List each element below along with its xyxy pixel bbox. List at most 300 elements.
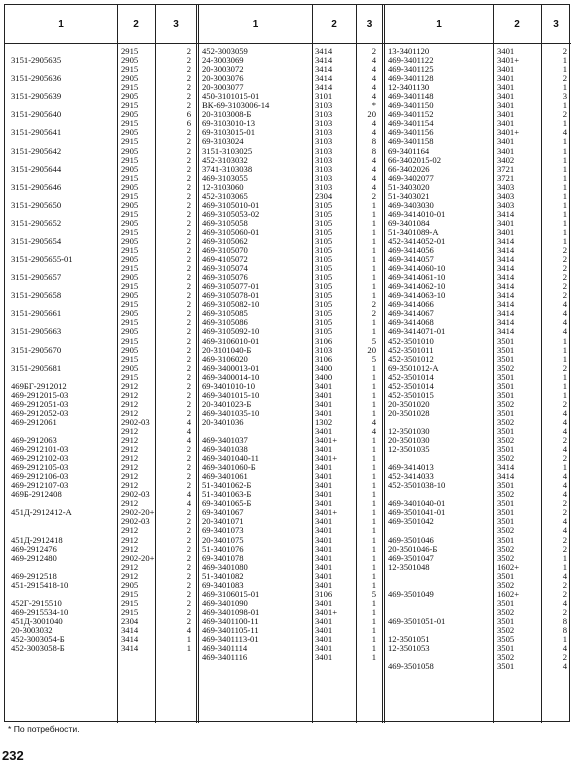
table-cell: 2 — [186, 335, 191, 346]
table-cell: 3401 — [315, 462, 333, 473]
table-cell: 452-3501038-10 — [388, 480, 446, 491]
table-cell: 2912 — [121, 561, 139, 572]
table-cell: 2915 — [121, 588, 139, 599]
table-cell: 4 — [186, 425, 191, 436]
table-cell: 2915 — [121, 118, 139, 129]
table-cell: 3401 — [315, 471, 333, 482]
table-cell: 69-3103010-13 — [202, 118, 255, 129]
table-cell: 2 — [186, 245, 191, 256]
table-cell: 2905 — [121, 272, 139, 283]
table-cell: 2 — [186, 55, 191, 66]
table-cell: 2915 — [121, 353, 139, 364]
table-cell: 4 — [371, 154, 376, 165]
table-cell: 3151-2905661 — [11, 308, 62, 319]
table-cell: 1 — [371, 245, 376, 256]
table-cell: 1 — [562, 462, 567, 473]
table-cell: 2905 — [121, 217, 139, 228]
header-col2-c: 2 — [514, 18, 520, 30]
table-cell — [388, 572, 492, 581]
table-cell: 2915 — [121, 100, 139, 111]
table-cell: 4 — [562, 308, 567, 319]
table-cell: 1 — [371, 326, 376, 337]
table-cell: 4 — [562, 317, 567, 328]
table-cell: 2 — [562, 606, 567, 617]
table-cell: 469-3414063-10 — [388, 290, 446, 301]
table-cell: 2 — [186, 552, 191, 563]
table-cell: 469-3401090 — [202, 597, 248, 608]
table-cell: 3502 — [497, 416, 515, 427]
table-cell: 3151-2905681 — [11, 362, 62, 373]
table-cell: 2905 — [121, 199, 139, 210]
table-cell: ВК-69-3103006-14 — [202, 100, 270, 111]
table-cell: 3105 — [315, 235, 333, 246]
table-cell: 20-3401036 — [202, 416, 244, 427]
table-cell: 2 — [186, 597, 191, 608]
table-cell: 2 — [186, 127, 191, 138]
table-cell: 469-2912107-03 — [11, 480, 69, 491]
table-cell: 3103 — [315, 344, 333, 355]
table-cell: 3105 — [315, 308, 333, 319]
table-cell: 3401 — [497, 109, 515, 120]
table-cell: 3151-2905642 — [11, 145, 62, 156]
table-cell: 2 — [186, 615, 191, 626]
table-cell: 3401 — [497, 100, 515, 111]
table-cell: 3502 — [497, 362, 515, 373]
table-cell: 69-3401067 — [202, 507, 244, 518]
table-cell: 1 — [371, 480, 376, 491]
table-cell: 1 — [371, 525, 376, 536]
table-cell: 469-3401035-10 — [202, 407, 260, 418]
table-cell: 3151-2905644 — [11, 163, 62, 174]
table-cell: 469-3106010-01 — [202, 335, 260, 346]
table-cell: 2 — [186, 317, 191, 328]
table-cell: 3502 — [497, 579, 515, 590]
table-cell: 2 — [186, 136, 191, 147]
table-cell: 1 — [371, 226, 376, 237]
table-cell: 2 — [186, 290, 191, 301]
table-cell: 51-3401062-Б — [202, 480, 252, 491]
table-cell: 3401+ — [315, 435, 338, 446]
table-cell: 4 — [371, 425, 376, 436]
table-cell: 2 — [186, 398, 191, 409]
table-cell: 4 — [562, 516, 567, 527]
table-cell: 3414 — [121, 643, 139, 654]
table-cell: 1 — [371, 561, 376, 572]
table-cell: 1 — [371, 462, 376, 473]
table-cell: 3502 — [497, 606, 515, 617]
table-cell: 3414 — [121, 634, 139, 645]
table-cell: 3103 — [315, 100, 333, 111]
col-divider — [117, 5, 118, 723]
table-cell: 20-3401023-Б — [202, 398, 252, 409]
table-cell: 51-3401063-Б — [202, 489, 252, 500]
table-cell: 469-3105092-10 — [202, 326, 260, 337]
table-cell: 3400 — [315, 362, 333, 373]
table-cell: 1 — [562, 389, 567, 400]
table-cell: 3414 — [497, 317, 515, 328]
table-cell: 469-2912106-03 — [11, 471, 69, 482]
table-cell: 2915 — [121, 226, 139, 237]
table-cell: 469-3402077 — [388, 172, 434, 183]
table-cell: 2 — [371, 46, 376, 56]
table-cell: 4 — [371, 163, 376, 174]
table-cell: 12-3401130 — [388, 82, 430, 93]
table-cell: 2912 — [121, 471, 139, 482]
table-cell: 2 — [562, 362, 567, 373]
table-cell: 469-3106020 — [202, 353, 248, 364]
table-cell — [11, 517, 115, 526]
table-cell: 452-3003059 — [202, 46, 248, 56]
table-cell: 3401 — [497, 91, 515, 102]
table-cell: 51-3401082 — [202, 570, 244, 581]
table-cell: 3401+ — [497, 127, 520, 138]
table-cell: 469-3401040-11 — [202, 453, 259, 464]
table-cell: 1 — [562, 380, 567, 391]
table-cell: 3414 — [497, 263, 515, 274]
table-cell: 2 — [186, 534, 191, 545]
table-cell: 1 — [562, 154, 567, 165]
table-cell: 5 — [371, 353, 376, 364]
table-cell: 469-3401098-01 — [202, 606, 260, 617]
table-cell: 3414 — [497, 308, 515, 319]
table-cell: 12-3501048 — [388, 561, 430, 572]
table-cell: 3105 — [315, 217, 333, 228]
table-cell: 2912 — [121, 435, 139, 446]
table-cell: 2 — [186, 208, 191, 219]
header-col1-a: 1 — [58, 18, 64, 30]
table-cell: 2905 — [121, 91, 139, 102]
table-cell: 3414 — [497, 326, 515, 337]
table-cell: 12-3501051 — [388, 634, 430, 645]
table-cell: 2 — [186, 516, 191, 527]
table-cell: 2915 — [121, 597, 139, 608]
table-cell: 469-3401156 — [388, 127, 434, 138]
table-cell: 4 — [562, 661, 567, 672]
table-cell: 1 — [562, 163, 567, 174]
table-cell: 469-2912480 — [11, 552, 57, 563]
table-cell: 469-3105086 — [202, 317, 248, 328]
table-cell: 469-3105076 — [202, 272, 248, 283]
table-cell: 3501 — [497, 344, 515, 355]
table-cell: 3401 — [497, 64, 515, 75]
table-cell: 69-3401078 — [202, 552, 244, 563]
table-cell: 1 — [371, 597, 376, 608]
table-cell: 452-3414033 — [388, 471, 434, 482]
table-cell: 469-3401037 — [202, 435, 248, 446]
table-cell: 3414 — [315, 64, 333, 75]
table-cell: 69-3103024 — [202, 136, 244, 147]
table-cell: 3501 — [497, 335, 515, 346]
table-cell: 2 — [186, 407, 191, 418]
table-cell: 469-3414060-10 — [388, 263, 446, 274]
block-divider — [382, 5, 385, 723]
table-cell: 469-2912051-03 — [11, 398, 69, 409]
table-cell: 2 — [562, 498, 567, 509]
table-cell: 3151-2905657 — [11, 272, 62, 283]
table-cell: 12-3501053 — [388, 643, 430, 654]
table-cell: 2 — [186, 543, 191, 554]
table-cell: 2 — [186, 190, 191, 201]
table-cell: 451Д-2912412-А — [11, 507, 72, 518]
table-cell: 3401 — [497, 118, 515, 129]
table-cell: 2 — [186, 254, 191, 265]
table-cell: 2 — [186, 199, 191, 210]
table-cell: 469-3105082-10 — [202, 299, 260, 310]
table-cell: 2 — [186, 308, 191, 319]
table-cell: 8 — [371, 145, 376, 156]
table-cell: 2 — [562, 109, 567, 120]
table-cell: 469-3105062 — [202, 235, 248, 246]
table-cell: 3151-2905655-01 — [11, 254, 73, 265]
table-cell: 452-3003054-Б — [11, 634, 65, 645]
table-cell: 51-3401089-А — [388, 226, 439, 237]
table-cell: 4 — [371, 82, 376, 93]
table-cell: 3501 — [497, 371, 515, 382]
table-cell: 3105 — [315, 326, 333, 337]
table-cell: 3414 — [497, 290, 515, 301]
table-cell: 469-3501047 — [388, 552, 434, 563]
table-cell: 3501 — [497, 661, 515, 672]
table-cell: 3501 — [497, 444, 515, 455]
table-cell: 469-3414013 — [388, 462, 434, 473]
block-1-groups — [121, 47, 155, 653]
table-cell: 1 — [371, 634, 376, 645]
table-cell: 452-3501014 — [388, 371, 434, 382]
table-cell: 1 — [371, 453, 376, 464]
table-cell: 2 — [186, 471, 191, 482]
table-cell: 2905 — [121, 579, 139, 590]
table-cell: 452-3501015 — [388, 389, 434, 400]
table-cell: 3401 — [315, 570, 333, 581]
table-cell: 2 — [186, 235, 191, 246]
table-cell: 469-3105074 — [202, 263, 248, 274]
table-cell: 2 — [186, 588, 191, 599]
table-cell: 2905 — [121, 326, 139, 337]
header-col2-a: 2 — [133, 18, 139, 30]
table-cell: 3414 — [497, 299, 515, 310]
table-cell: 452-3103065 — [202, 190, 248, 201]
table-cell: 2915 — [121, 190, 139, 201]
table-cell: 2 — [562, 652, 567, 663]
table-cell: 1 — [371, 407, 376, 418]
table-cell: 1 — [562, 136, 567, 147]
table-cell: 20-3003032 — [11, 625, 53, 635]
col-divider — [312, 5, 313, 723]
table-cell: 469-3401113-01 — [202, 634, 259, 645]
table-cell: 469-3106015-01 — [202, 588, 260, 599]
table-cell: 20-3401071 — [202, 516, 244, 527]
table-cell: 2912 — [121, 543, 139, 554]
table-cell: 3501 — [497, 407, 515, 418]
block-1-names — [11, 47, 115, 653]
table-cell: 469-2912102-03 — [11, 453, 69, 464]
table-cell: 3103 — [315, 127, 333, 138]
table-cell: 469-3401122 — [388, 55, 434, 66]
table-cell: 69-3401065-Б — [202, 498, 252, 509]
table-cell: 2 — [186, 561, 191, 572]
table-cell: 20-3101040-Б — [202, 344, 252, 355]
table-cell: 469-3414067 — [388, 308, 434, 319]
table-cell: 2304 — [315, 190, 333, 201]
table-cell: 2912 — [121, 570, 139, 581]
table-cell: 66-3402015-02 — [388, 154, 441, 165]
table-cell: 3103 — [315, 136, 333, 147]
table-cell: 3741-3103038 — [202, 163, 253, 174]
table-cell: 2905 — [121, 163, 139, 174]
table-cell: 2912 — [121, 425, 139, 436]
table-cell: 4 — [562, 525, 567, 536]
table-cell: 469-3105078-01 — [202, 290, 260, 301]
table-cell: 2 — [186, 46, 191, 56]
table-cell: 2 — [562, 245, 567, 256]
table-cell: 4 — [562, 416, 567, 427]
table-cell: 3401 — [315, 597, 333, 608]
table-cell: 3501 — [497, 425, 515, 436]
table-cell: 4 — [562, 127, 567, 138]
table-cell: 2905 — [121, 109, 139, 120]
table-cell: 3151-2905652 — [11, 217, 62, 228]
table-cell: 2915 — [121, 82, 139, 93]
table-cell: 469-3401105-11 — [202, 625, 259, 635]
table-cell: 469-2912015-03 — [11, 389, 69, 400]
table-cell: 3151-2905658 — [11, 290, 62, 301]
table-cell: 2902-20+ — [121, 552, 155, 563]
table-cell: 2902-03 — [121, 416, 150, 427]
table-cell: 3105 — [315, 263, 333, 274]
table-cell: 3106 — [315, 353, 333, 364]
table-cell: 469Б-2912408 — [11, 489, 62, 500]
block-3-qty — [541, 47, 567, 671]
table-cell: 12-3501030 — [388, 425, 430, 436]
table-cell: 3105 — [315, 299, 333, 310]
table-cell: * — [371, 100, 376, 111]
table-cell: 2912 — [121, 525, 139, 536]
block-divider — [196, 5, 199, 723]
table-cell: 20-3501020 — [388, 398, 430, 409]
table-cell: 3501 — [497, 389, 515, 400]
col-divider — [493, 5, 494, 723]
table-cell: 469-3105053-02 — [202, 208, 260, 219]
table-cell: 3151-3103025 — [202, 145, 253, 156]
table-cell: 3401 — [497, 82, 515, 93]
table-cell: 3105 — [315, 208, 333, 219]
table-cell: 469-3401125 — [388, 64, 434, 75]
table-cell: 469-3501046 — [388, 534, 434, 545]
table-cell: 3401+ — [315, 606, 338, 617]
table-cell: 2912 — [121, 453, 139, 464]
table-cell: 20-3003072 — [202, 64, 244, 75]
table-cell: 469-3401150 — [388, 100, 434, 111]
table-cell: 1 — [371, 389, 376, 400]
table-cell: 2304 — [121, 615, 139, 626]
table-cell: 20-3501046-Б — [388, 543, 438, 554]
table-cell: 469-3401148 — [388, 91, 434, 102]
table-cell: 3401 — [315, 534, 333, 545]
table-cell: 1 — [371, 235, 376, 246]
table-cell: 20-3103008-Б — [202, 109, 252, 120]
table-cell: 3106 — [315, 335, 333, 346]
table-cell: 3414 — [121, 625, 139, 635]
table-cell: 4 — [562, 299, 567, 310]
table-cell: 2 — [562, 579, 567, 590]
table-cell: 51-3403020 — [388, 181, 430, 192]
table-cell: 20 — [367, 344, 376, 355]
table-cell: 1 — [371, 471, 376, 482]
table-cell: 469-3414010-01 — [388, 208, 446, 219]
table-cell: 2 — [186, 462, 191, 473]
table-cell: 469-3105058 — [202, 217, 248, 228]
table-cell: 3 — [562, 91, 567, 102]
table-cell: 1 — [371, 543, 376, 554]
table-cell: 3401 — [315, 615, 333, 626]
table-cell: 469-2912052-03 — [11, 407, 69, 418]
table-cell: 3401 — [497, 46, 515, 56]
table-cell: 3401 — [315, 498, 333, 509]
table-cell: 469-3401080 — [202, 561, 248, 572]
table-cell: 2 — [186, 389, 191, 400]
table-cell: 1 — [371, 643, 376, 654]
table-cell: 2 — [186, 100, 191, 111]
table-cell: 2905 — [121, 73, 139, 84]
table-cell: 2902-03 — [121, 516, 150, 527]
table-cell: 3105 — [315, 245, 333, 256]
table-cell: 2 — [562, 588, 567, 599]
table-cell: 1 — [371, 552, 376, 563]
table-cell: 2 — [562, 73, 567, 84]
parts-table — [4, 4, 570, 722]
table-cell: 469-2912105-03 — [11, 462, 69, 473]
block-2-qty — [356, 47, 376, 662]
table-cell: 3501 — [497, 615, 515, 626]
table-cell: 452Г-2915510 — [11, 597, 62, 608]
table-cell: 3502 — [497, 453, 515, 464]
table-cell: 469-3105085 — [202, 308, 248, 319]
table-cell: 3502 — [497, 489, 515, 500]
table-cell: 2 — [562, 507, 567, 518]
table-cell: 452-3501011 — [388, 344, 434, 355]
table-cell: 3502 — [497, 398, 515, 409]
table-cell: 2915 — [121, 154, 139, 165]
table-cell: 469-3414068 — [388, 317, 434, 328]
table-cell: 1 — [562, 181, 567, 192]
table-cell: 3502 — [497, 435, 515, 446]
table-cell: 3721 — [497, 172, 515, 183]
table-cell: 2912 — [121, 380, 139, 391]
table-cell: 469-3501042 — [388, 516, 434, 527]
table-cell: 3401 — [315, 561, 333, 572]
table-cell: 2 — [186, 525, 191, 536]
table-cell: 2902-20+ — [121, 507, 155, 518]
table-cell: 20-3501028 — [388, 407, 430, 418]
table-cell: 469-2912476 — [11, 543, 57, 554]
table-cell: 469-2912063 — [11, 435, 57, 446]
table-cell: 3103 — [315, 118, 333, 129]
table-cell: 3151-2905654 — [11, 235, 62, 246]
table-cell: 3401 — [497, 217, 515, 228]
table-cell: 3401 — [315, 398, 333, 409]
table-cell: 2912 — [121, 498, 139, 509]
table-cell: 69-3501012-А — [388, 362, 439, 373]
table-cell: 3502 — [497, 625, 515, 635]
header-col3-a: 3 — [173, 18, 179, 30]
table-cell: 20-3501030 — [388, 435, 430, 446]
table-cell: 3105 — [315, 272, 333, 283]
table-cell: 3414 — [497, 462, 515, 473]
table-cell: 452-3103032 — [202, 154, 248, 165]
table-cell: 3403 — [497, 181, 515, 192]
table-cell: 3401 — [315, 480, 333, 491]
table-cell: 469-3401154 — [388, 118, 434, 129]
